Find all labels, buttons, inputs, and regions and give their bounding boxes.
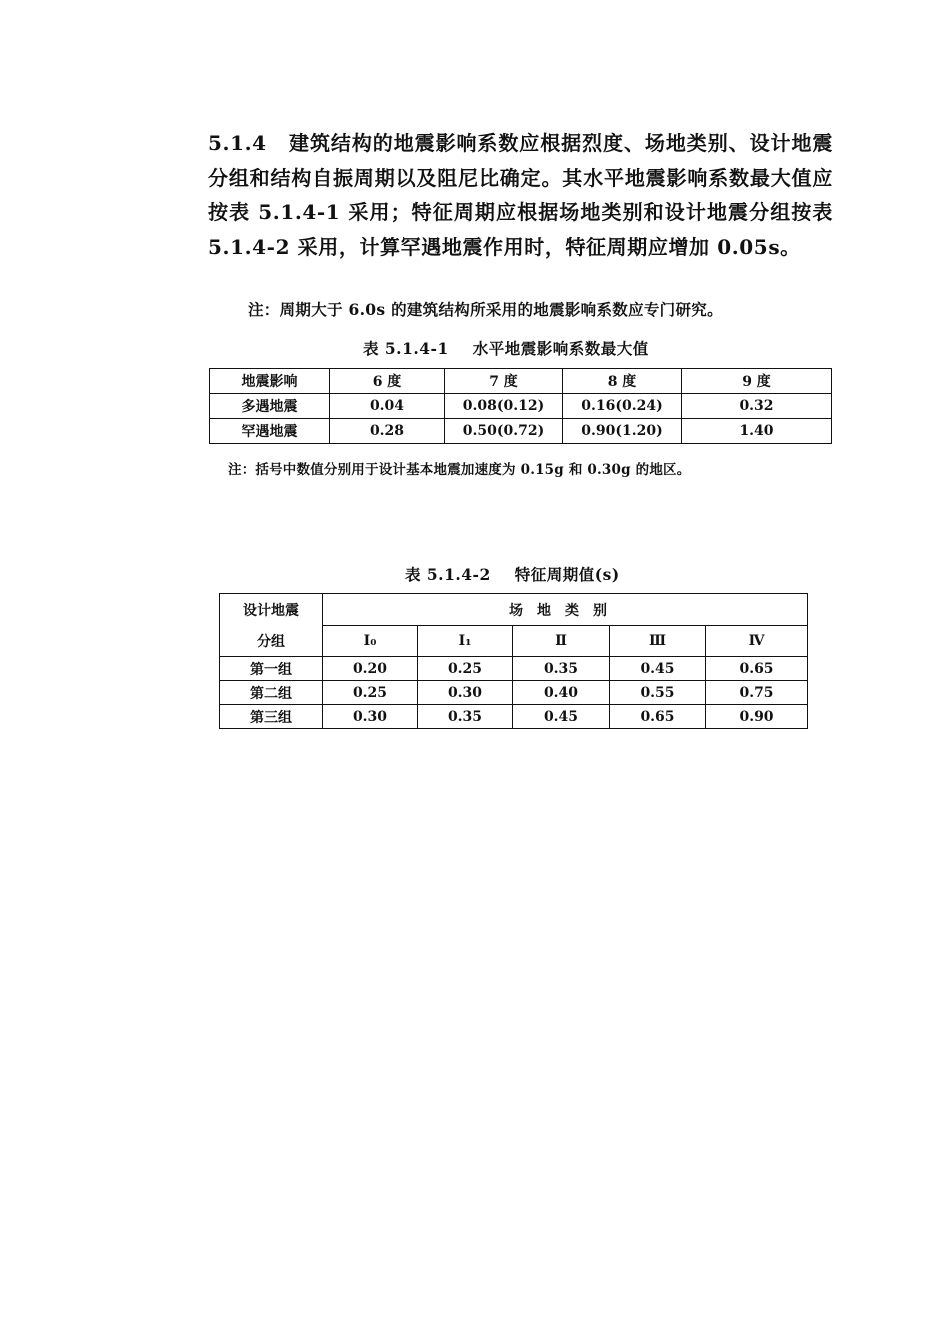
table-row [210, 419, 832, 444]
header-cell: 地震影响 [210, 369, 330, 394]
table-row [220, 657, 808, 681]
header-cell: Ⅱ [513, 626, 610, 657]
table-row [220, 681, 808, 705]
table-cell: 0.25 [323, 681, 418, 705]
table-cell: 0.45 [610, 657, 706, 681]
group-header-cell [323, 594, 808, 626]
table-cell: 1.40 [682, 419, 832, 444]
table-cell: 0.20 [323, 657, 418, 681]
table-cell: 0.50(0.72) [445, 419, 563, 444]
clause-text: 建筑结构的地震影响系数应根据烈度、场地类别、设计地震分组和结构自振周期以及阻尼比确定。其水平地震影响系数最大值应按表 5.1.4-1 采用；特征周期应根据场地类别和设计地震分组按表 5.1.4-2 采用，计算罕遇地震作用时，特征周期应增加 0.05s。 [208, 131, 833, 259]
table-cell: 罕遇地震 [210, 419, 330, 444]
row-header-cell: 设计地震 [220, 594, 323, 626]
table-cell: 0.45 [513, 705, 610, 729]
header-cell: I₀ [323, 626, 418, 657]
table-cell: 0.35 [513, 657, 610, 681]
table-cell: 多遇地震 [210, 394, 330, 419]
table-cell: 0.40 [513, 681, 610, 705]
table1-caption-number: 表 5.1.4-1 [363, 339, 449, 358]
table-cell: 0.65 [706, 657, 808, 681]
table1-caption-title: 水平地震影响系数最大值 [472, 339, 649, 358]
clause-5-1-4-paragraph [208, 126, 833, 264]
header-cell: Ⅲ [610, 626, 706, 657]
table-cell: 0.25 [418, 657, 513, 681]
table-cell: 0.55 [610, 681, 706, 705]
table-cell: 0.30 [418, 681, 513, 705]
header-cell: I₁ [418, 626, 513, 657]
table-cell: 0.30 [323, 705, 418, 729]
table-header-row [220, 626, 808, 657]
characteristic-period-table [219, 593, 808, 729]
row-header-cell: 分组 [220, 626, 323, 657]
table-row [220, 705, 808, 729]
table-header-row [220, 594, 808, 626]
header-cell: 6 度 [330, 369, 445, 394]
table-row [210, 394, 832, 419]
table-cell: 0.28 [330, 419, 445, 444]
header-cell: Ⅳ [706, 626, 808, 657]
site-class-header: 场地类别 [509, 602, 622, 619]
table-cell: 第一组 [220, 657, 323, 681]
table2-caption-number: 表 5.1.4-2 [405, 565, 491, 584]
table-cell: 0.08(0.12) [445, 394, 563, 419]
table-header-row [210, 369, 832, 394]
table2-caption-title: 特征周期值(s) [514, 565, 620, 584]
table2-caption [405, 563, 620, 585]
table-cell: 0.75 [706, 681, 808, 705]
table-cell: 0.65 [610, 705, 706, 729]
header-cell: 8 度 [563, 369, 682, 394]
table-cell: 第三组 [220, 705, 323, 729]
table1-caption [363, 337, 649, 359]
table-cell: 0.90(1.20) [563, 419, 682, 444]
seismic-coefficient-table [209, 368, 832, 444]
table-cell: 0.16(0.24) [563, 394, 682, 419]
table-cell: 0.32 [682, 394, 832, 419]
header-cell: 9 度 [682, 369, 832, 394]
table-cell: 0.35 [418, 705, 513, 729]
period-note: 注：周期大于 6.0s 的建筑结构所采用的地震影响系数应专门研究。 [248, 300, 723, 319]
table-cell: 0.04 [330, 394, 445, 419]
header-cell: 7 度 [445, 369, 563, 394]
table-cell: 0.90 [706, 705, 808, 729]
table-cell: 第二组 [220, 681, 323, 705]
clause-number: 5.1.4 [208, 131, 267, 155]
table1-note: 注：括号中数值分别用于设计基本地震加速度为 0.15g 和 0.30g 的地区。 [228, 462, 691, 478]
